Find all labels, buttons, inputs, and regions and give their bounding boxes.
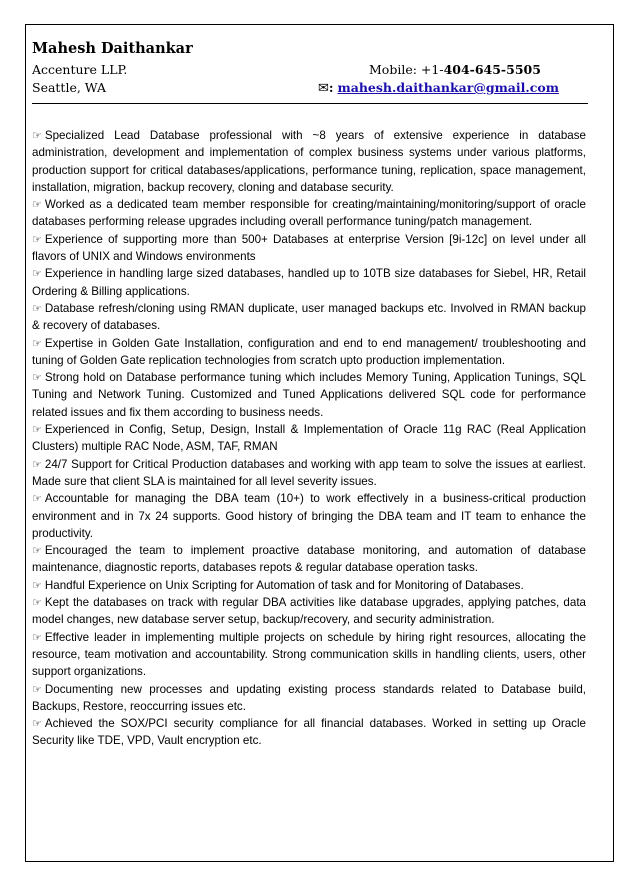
summary-item xyxy=(32,456,586,491)
pointing-hand-icon: ☞ xyxy=(32,578,42,592)
pointing-hand-icon: ☞ xyxy=(32,371,42,385)
pointing-hand-icon: ☞ xyxy=(32,717,42,731)
summary-item xyxy=(32,421,586,456)
summary-item-text: 24/7 Support for Critical Production databases and working with app team to solve the issues at earliest. Made sure that client SLA is maintained for all level severity issues. xyxy=(32,457,586,488)
summary-item xyxy=(32,196,586,231)
pointing-hand-icon: ☞ xyxy=(32,336,42,350)
pointing-hand-icon: ☞ xyxy=(32,423,42,437)
summary-item-text: Worked as a dedicated team member responsible for creating/maintaining/monitoring/support of oracle databases performing release upgrades including overall performance tuning/patch management. xyxy=(32,198,586,229)
summary-item-text: Encouraged the team to implement proactive database monitoring, and automation of database maintenance, diagnostic reports, databases repots & regular database operation tasks. xyxy=(32,544,586,575)
header-divider xyxy=(32,103,588,104)
pointing-hand-icon: ☞ xyxy=(32,457,42,471)
summary-item xyxy=(32,594,586,629)
summary-item xyxy=(32,335,586,370)
summary-item-text: Accountable for managing the DBA team (10+) to work effectively in a business-critical production environment and in 7x 24 supports. Good history of bringing the DBA team and IT team to enhance the productivity. xyxy=(32,492,586,540)
mobile-number: 404-645-5505 xyxy=(443,62,541,77)
summary-item-text: Expertise in Golden Gate Installation, configuration and end to end management/ troubleshooting and tuning of Golden Gate replication technologies from scratch upto production implementation. xyxy=(32,336,586,367)
summary-item xyxy=(32,231,586,266)
pointing-hand-icon: ☞ xyxy=(32,129,42,142)
summary-item-text: Kept the databases on track with regular DBA activities like database upgrades, applying patches, data model changes, new database server setup, backup/recovery, and security administration. xyxy=(32,596,586,627)
summary-item xyxy=(32,577,586,594)
pointing-hand-icon: ☞ xyxy=(32,596,42,610)
summary-item xyxy=(32,369,586,421)
summary-item-text: Database refresh/cloning using RMAN duplicate, user managed backups etc. Involved in RMAN backup & recovery of databases. xyxy=(32,301,586,333)
summary-item-text: Experienced in Config, Setup, Design, Install & Implementation of Oracle 11g RAC (Real Application Clusters) multiple RAC Node, ASM, TAF, RMAN xyxy=(32,423,586,454)
pointing-hand-icon: ☞ xyxy=(32,544,42,558)
summary-item-text: Effective leader in implementing multiple projects on schedule by hiring right resources, allocating the resource, team motivation and accountability. Strong communication skills in handling clients, users, other support organizations. xyxy=(32,630,586,679)
summary-item xyxy=(32,490,586,542)
company-name: Accenture LLP. xyxy=(32,62,128,77)
summary-item-text: Strong hold on Database performance tuning which includes Memory Tuning, Application Tunings, SQL Tuning and Network Tuning. Customized and Tuned Applications delivered SQL code for performance related issues and fix them according to business needs. xyxy=(32,371,586,419)
pointing-hand-icon: ☞ xyxy=(32,198,42,212)
summary-item xyxy=(32,681,586,716)
summary-item xyxy=(32,629,586,681)
summary-item-text: Handful Experience on Unix Scripting for Automation of task and for Monitoring of Databases. xyxy=(44,578,524,592)
email-line xyxy=(318,80,559,96)
pointing-hand-icon: ☞ xyxy=(32,267,42,281)
pointing-hand-icon: ☞ xyxy=(32,492,42,506)
pointing-hand-icon: ☞ xyxy=(32,630,42,644)
summary-item-text: Documenting new processes and updating existing process standards related to Database build, Backups, Restore, reoccurring issues etc. xyxy=(32,682,586,713)
pointing-hand-icon: ☞ xyxy=(32,232,42,246)
professional-summary xyxy=(32,127,586,750)
mobile-label: Mobile: +1- xyxy=(369,62,444,77)
pointing-hand-icon: ☞ xyxy=(32,682,42,696)
summary-item xyxy=(32,127,586,196)
summary-item xyxy=(32,542,586,577)
summary-item xyxy=(32,265,586,300)
email-separator: : xyxy=(328,80,334,95)
candidate-name: Mahesh Daithankar xyxy=(32,40,193,57)
location: Seattle, WA xyxy=(32,80,107,95)
summary-item-text: Experience of supporting more than 500+ Databases at enterprise Version [9i-12c] on level under all flavors of UNIX and Windows environments xyxy=(32,232,586,264)
summary-item xyxy=(32,300,586,335)
mobile-line xyxy=(369,62,541,77)
summary-item-text: Achieved the SOX/PCI security compliance for all financial databases. Worked in setting up Oracle Security like TDE, VPD, Vault encryption etc. xyxy=(32,717,586,748)
summary-item-text: Specialized Lead Database professional with ~8 years of extensive experience in database administration, development and implementation of complex business systems under various platforms, production support for critical databases/applications, performance tuning, replication, space management, installation, migration, backup recovery, cloning and database security. xyxy=(32,129,586,194)
summary-item xyxy=(32,715,586,750)
envelope-icon: ✉ xyxy=(318,81,329,96)
summary-item-text: Experience in handling large sized databases, handled up to 10TB size databases for Siebel, HR, Retail Ordering & Billing applications. xyxy=(32,267,586,298)
email-link[interactable]: mahesh.daithankar@gmail.com xyxy=(337,80,559,95)
pointing-hand-icon: ☞ xyxy=(32,301,42,315)
